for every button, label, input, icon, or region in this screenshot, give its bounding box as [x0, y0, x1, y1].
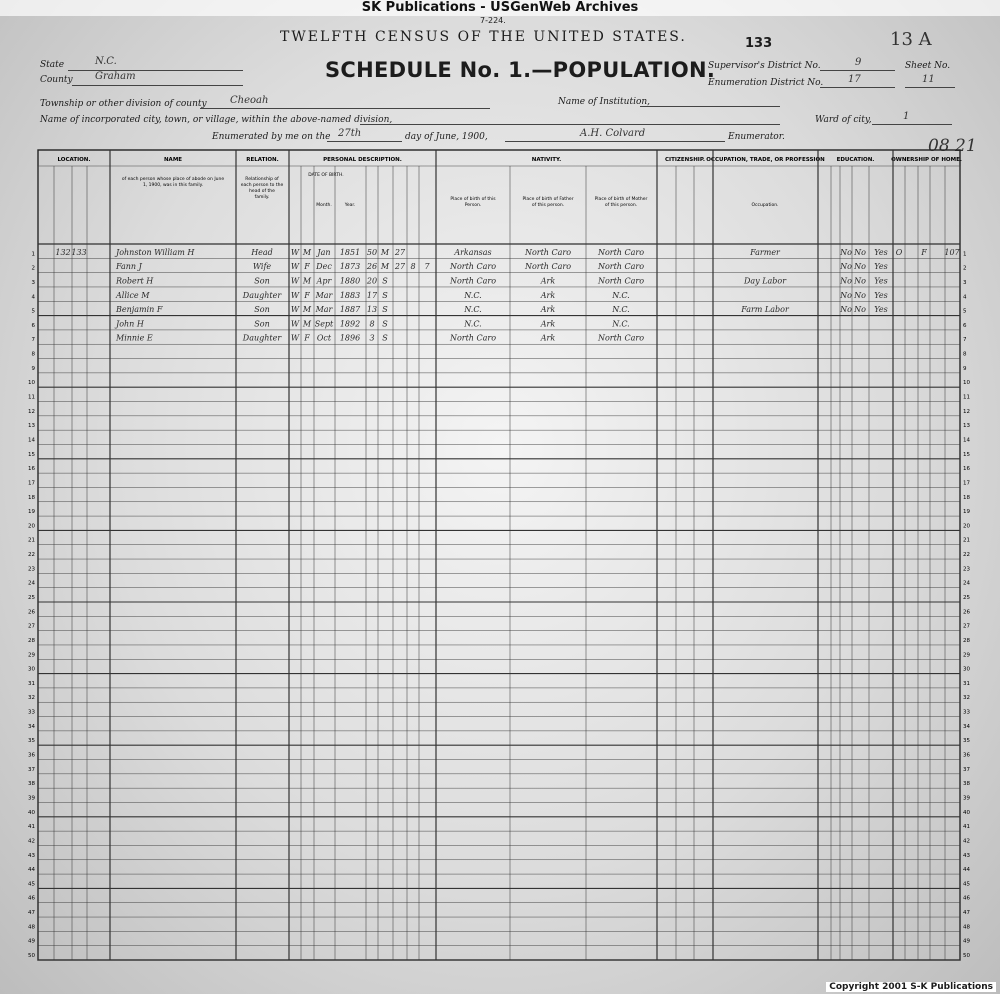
column-header: of this person. [604, 203, 638, 208]
line-number: 48 [28, 924, 35, 931]
line-number: 43 [963, 852, 970, 859]
line-number: 7 [963, 337, 967, 344]
cell-age: 17 [366, 290, 378, 300]
cell-sex: M [302, 305, 312, 315]
cell-years-married: 27 [394, 247, 406, 257]
line-number: 41 [963, 824, 970, 831]
line-number: 47 [28, 910, 35, 917]
cell-can-write: No [854, 305, 866, 315]
column-header: family. [254, 195, 270, 200]
cell-can-read: No [840, 290, 852, 300]
cell-years-married: 27 [394, 262, 406, 272]
line-number: 28 [963, 637, 970, 644]
cell-marital: M [380, 262, 390, 272]
line-number: 49 [28, 938, 35, 945]
line-number: 2 [31, 265, 35, 272]
cell-sex: F [304, 290, 310, 300]
line-number: 32 [963, 695, 970, 702]
line-number: 13 [28, 423, 35, 430]
line-number: 11 [28, 394, 35, 401]
cell-english: Yes [874, 247, 888, 257]
line-number: 25 [28, 595, 35, 601]
cell-birth-mother: North Caro [597, 262, 645, 272]
line-number: 11 [963, 394, 970, 401]
line-number: 33 [28, 709, 35, 716]
line-number: 1 [31, 251, 35, 258]
line-number: 36 [963, 752, 970, 759]
line-number: 4 [963, 294, 967, 301]
cell-color: W [290, 319, 300, 329]
line-number: 32 [28, 695, 35, 702]
supervisor-value: 9 [855, 57, 862, 68]
line-number: 40 [28, 809, 35, 816]
line-number: 42 [963, 838, 970, 845]
line-number: 17 [28, 480, 35, 487]
line-number: 39 [963, 795, 970, 802]
line-number: 20 [963, 523, 970, 530]
line-number: 10 [28, 380, 35, 387]
schedule-title: SCHEDULE No. 1.—POPULATION. [325, 58, 716, 82]
column-header: of this person. [531, 203, 565, 208]
cell-marital: S [382, 290, 388, 300]
line-number: 27 [963, 623, 970, 630]
line-number: 18 [28, 494, 35, 501]
line-number: 15 [963, 451, 970, 458]
cell-dwelling: 132 [55, 247, 71, 257]
cell-occupation: Day Labor [743, 276, 787, 286]
line-number: 50 [28, 953, 35, 959]
cell-birth-father: North Caro [524, 247, 572, 257]
line-number: 26 [963, 609, 970, 616]
cell-family: 133 [71, 247, 87, 257]
column-header: Relationship of [245, 177, 279, 182]
cell-birth-mother: N.C. [612, 305, 630, 315]
page-mark: 13 A [890, 29, 932, 50]
column-group-header: LOCATION. [57, 157, 91, 163]
cell-can-write: No [854, 247, 866, 257]
cell-children: 8 [410, 262, 416, 272]
form-number: 7-224. [480, 16, 506, 25]
cell-year: 1873 [339, 262, 361, 272]
column-header: head of the [249, 189, 275, 194]
cell-occupation: Farmer [750, 247, 780, 257]
line-number: 16 [963, 466, 970, 473]
line-number: 44 [963, 867, 970, 874]
cell-month: Sept [314, 319, 334, 329]
line-number: 5 [31, 308, 35, 315]
cell-farm: 107 [944, 247, 960, 257]
line-number: 29 [963, 652, 970, 659]
line-number: 2 [963, 265, 967, 272]
line-number: 42 [28, 838, 35, 845]
enumerator-name: A.H. Colvard [580, 128, 646, 139]
cell-can-read: No [840, 262, 852, 272]
cell-marital: S [382, 333, 388, 343]
cell-sex: M [302, 247, 312, 257]
column-header: of each person whose place of abode on June [121, 177, 225, 182]
cell-age: 13 [366, 305, 378, 315]
day-of-label: day of June, 1900, [405, 132, 488, 142]
cell-birth-father: Ark [540, 276, 556, 286]
line-number: 37 [28, 766, 35, 773]
copyright-notice: Copyright 2001 S-K Publications [826, 982, 996, 992]
line-number: 10 [963, 380, 970, 387]
institution-label: Name of Institution, [558, 97, 651, 107]
cell-color: W [290, 247, 300, 257]
cell-color: W [290, 305, 300, 315]
line-number: 31 [963, 680, 970, 687]
column-header: Person. [464, 203, 482, 208]
column-header: 1, 1900, was in this family. [142, 183, 204, 188]
cell-birth-mother: North Caro [597, 333, 645, 343]
column-header: Month. [316, 203, 332, 208]
column-header: Year. [344, 203, 356, 208]
cell-name: Johnston William H [116, 247, 195, 257]
cell-year: 1883 [339, 290, 361, 300]
cell-age: 50 [366, 247, 378, 257]
cell-relation: Head [251, 247, 273, 257]
line-number: 21 [28, 537, 35, 544]
line-number: 30 [963, 666, 970, 673]
line-number: 34 [28, 723, 35, 730]
cell-year: 1892 [339, 319, 361, 329]
line-number: 12 [28, 408, 35, 415]
line-number: 19 [963, 509, 970, 516]
enumeration-day: 27th [338, 128, 362, 139]
line-number: 40 [963, 809, 970, 816]
line-number: 18 [963, 494, 970, 501]
line-number: 12 [963, 408, 970, 415]
line-number: 35 [28, 738, 35, 745]
cell-english: Yes [874, 276, 888, 286]
cell-age: 8 [369, 319, 375, 329]
cell-age: 26 [366, 262, 378, 272]
cell-can-read: No [840, 305, 852, 315]
line-number: 35 [963, 738, 970, 745]
cell-relation: Daughter [242, 290, 282, 300]
line-number: 9 [963, 365, 967, 372]
cell-relation: Son [254, 319, 270, 329]
cell-english: Yes [874, 290, 888, 300]
cell-living: 7 [424, 262, 430, 272]
cell-month: Oct [316, 333, 332, 343]
line-number: 28 [28, 637, 35, 644]
cell-can-write: No [854, 262, 866, 272]
column-header: Place of birth of this [450, 197, 496, 202]
cell-birth-mother: N.C. [612, 290, 630, 300]
cell-age: 3 [369, 333, 375, 343]
page-number: 133 [745, 36, 773, 51]
column-header: each person to the [240, 183, 284, 188]
cell-marital: M [380, 247, 390, 257]
county-value: Graham [95, 71, 136, 82]
line-number: 1 [963, 251, 967, 258]
cell-birth-person: N.C. [464, 305, 482, 315]
sheet-label: Sheet No. [905, 61, 951, 71]
column-group-header: OCCUPATION, TRADE, OR PROFESSION [706, 157, 825, 163]
line-number: 13 [963, 423, 970, 430]
cell-birth-mother: North Caro [597, 247, 645, 257]
cell-can-read: No [840, 276, 852, 286]
cell-birth-person: N.C. [464, 319, 482, 329]
cell-name: Minnie E [116, 333, 153, 343]
line-number: 48 [963, 924, 970, 931]
census-title: TWELFTH CENSUS OF THE UNITED STATES. [280, 29, 687, 45]
cell-name: Benjamin F [116, 305, 163, 315]
line-number: 22 [963, 552, 970, 559]
column-header: Place of birth of Mother [594, 197, 648, 202]
cell-marital: S [382, 276, 388, 286]
line-number: 38 [28, 781, 35, 788]
line-number: 7 [31, 337, 35, 344]
column-group-header: CITIZENSHIP. [665, 157, 705, 163]
line-number: 16 [28, 466, 35, 473]
column-group-header: OWNERSHIP OF HOME. [891, 157, 962, 163]
line-number: 3 [963, 279, 967, 286]
cell-birth-person: Arkansas [454, 247, 492, 257]
column-group-header: PERSONAL DESCRIPTION. [323, 157, 402, 163]
cell-can-read: No [840, 247, 852, 257]
enumeration-district-value: 17 [848, 74, 861, 85]
line-number: 4 [31, 294, 35, 301]
cell-sex: M [302, 319, 312, 329]
cell-name: Robert H [116, 276, 154, 286]
line-number: 33 [963, 709, 970, 716]
line-number: 14 [963, 437, 970, 444]
line-number: 8 [963, 351, 967, 358]
cell-sex: F [304, 333, 310, 343]
line-number: 30 [28, 666, 35, 673]
cell-birth-person: N.C. [464, 290, 482, 300]
cell-name: Fann J [116, 262, 142, 272]
line-number: 22 [28, 552, 35, 559]
enumeration-district-label: Enumeration District No. [708, 78, 824, 88]
cell-english: Yes [874, 305, 888, 315]
cell-year: 1896 [339, 333, 361, 343]
state-label: State [40, 60, 65, 70]
cell-relation: Wife [252, 262, 272, 272]
column-group-header: NATIVITY. [531, 157, 562, 163]
line-number: 14 [28, 437, 35, 444]
cell-year: 1880 [339, 276, 361, 286]
cell-year: 1887 [339, 305, 361, 315]
township-value: Cheoah [230, 95, 269, 106]
cell-month: Mar [315, 305, 333, 315]
cell-birth-person: North Caro [449, 262, 497, 272]
incorporated-label: Name of incorporated city, town, or village, within the above-named division, [40, 115, 393, 125]
cell-birth-person: North Caro [449, 333, 497, 343]
supervisor-label: Supervisor's District No. [708, 61, 821, 71]
line-number: 3 [31, 279, 35, 286]
stamp-number: 08 21 [928, 136, 977, 156]
line-number: 9 [31, 365, 35, 372]
cell-relation: Son [254, 276, 270, 286]
cell-month: Dec [316, 262, 332, 272]
line-number: 24 [28, 580, 35, 587]
line-number: 38 [963, 781, 970, 788]
county-label: County [40, 75, 73, 85]
line-number: 46 [963, 895, 970, 902]
column-header: Place of birth of Father [522, 197, 574, 202]
cell-birth-mother: North Caro [597, 276, 645, 286]
line-number: 23 [28, 566, 35, 573]
township-label: Township or other division of county [40, 99, 207, 109]
line-number: 17 [963, 480, 970, 487]
cell-marital: S [382, 319, 388, 329]
cell-month: Mar [315, 290, 333, 300]
line-number: 21 [963, 537, 970, 544]
line-number: 47 [963, 910, 970, 917]
line-number: 15 [28, 451, 35, 458]
line-number: 26 [28, 609, 35, 616]
line-number: 45 [963, 881, 970, 888]
line-number: 29 [28, 652, 35, 659]
table-frame [38, 150, 960, 960]
line-number: 37 [963, 766, 970, 773]
cell-color: W [290, 262, 300, 272]
line-number: 6 [31, 322, 35, 329]
ward-value: 1 [903, 111, 910, 122]
cell-free: F [921, 247, 927, 257]
column-group-header: RELATION. [246, 157, 279, 163]
line-number: 8 [31, 351, 35, 358]
cell-color: W [290, 276, 300, 286]
cell-occupation: Farm Labor [741, 305, 789, 315]
enumerated-by-label: Enumerated by me on the [212, 132, 331, 142]
column-group-header: EDUCATION. [836, 157, 875, 163]
cell-color: W [290, 290, 300, 300]
line-number: 31 [28, 680, 35, 687]
line-number: 5 [963, 308, 967, 315]
cell-month: Apr [316, 276, 332, 286]
cell-marital: S [382, 305, 388, 315]
cell-can-write: No [854, 276, 866, 286]
line-number: 36 [28, 752, 35, 759]
line-number: 24 [963, 580, 970, 587]
enumerator-label: Enumerator. [728, 132, 785, 142]
cell-birth-mother: N.C. [612, 319, 630, 329]
cell-relation: Daughter [242, 333, 282, 343]
cell-own: O [895, 247, 903, 257]
column-group-header: NAME [163, 157, 183, 163]
sheet-value: 11 [922, 74, 935, 85]
line-number: 23 [963, 566, 970, 573]
line-number: 25 [963, 595, 970, 601]
cell-english: Yes [874, 262, 888, 272]
archive-banner: SK Publications - USGenWeb Archives [0, 0, 1000, 16]
line-number: 50 [963, 953, 970, 959]
cell-birth-father: Ark [540, 319, 556, 329]
line-number: 44 [28, 867, 35, 874]
ward-label: Ward of city, [815, 115, 872, 125]
column-header: Occupation. [751, 203, 779, 208]
cell-age: 20 [366, 276, 378, 286]
line-number: 20 [28, 523, 35, 530]
cell-name: Allice M [116, 290, 150, 300]
cell-color: W [290, 333, 300, 343]
line-number: 45 [28, 881, 35, 888]
line-number: 27 [28, 623, 35, 630]
line-number: 19 [28, 509, 35, 516]
cell-relation: Son [254, 305, 270, 315]
cell-birth-father: Ark [540, 333, 556, 343]
cell-birth-person: North Caro [449, 276, 497, 286]
line-number: 43 [28, 852, 35, 859]
cell-sex: M [302, 276, 312, 286]
line-number: 39 [28, 795, 35, 802]
line-number: 41 [28, 824, 35, 831]
cell-can-write: No [854, 290, 866, 300]
column-header: DATE OF BIRTH. [308, 173, 344, 178]
line-number: 6 [963, 322, 967, 329]
cell-birth-father: North Caro [524, 262, 572, 272]
cell-birth-father: Ark [540, 305, 556, 315]
cell-month: Jan [317, 247, 331, 257]
cell-year: 1851 [339, 247, 361, 257]
cell-birth-father: Ark [540, 290, 556, 300]
cell-sex: F [304, 262, 310, 272]
state-value: N.C. [95, 56, 117, 67]
line-number: 46 [28, 895, 35, 902]
line-number: 34 [963, 723, 970, 730]
line-number: 49 [963, 938, 970, 945]
cell-name: John H [116, 319, 144, 329]
